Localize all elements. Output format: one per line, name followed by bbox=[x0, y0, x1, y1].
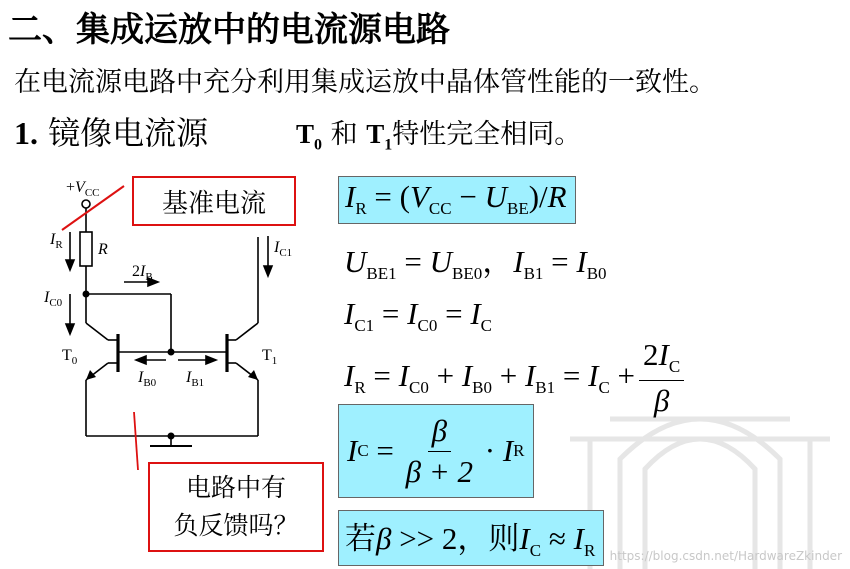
svg-text:IC1 bbox=[273, 239, 292, 259]
eq1-u-subscript: BE bbox=[506, 199, 529, 219]
eq3-ic1-sub: C1 bbox=[354, 316, 375, 336]
eq5-den: β + 2 bbox=[405, 453, 474, 489]
intro-text: 在电流源电路中充分利用集成运放中晶体管性能的一致性。 bbox=[14, 67, 716, 98]
eq4-equals: = bbox=[365, 357, 399, 393]
svg-text:IB1 bbox=[185, 369, 204, 389]
eq2-equals: = bbox=[396, 244, 430, 279]
eq2-ib0: I bbox=[576, 244, 587, 279]
svg-text:+VCC bbox=[66, 179, 100, 199]
vcc-terminal bbox=[82, 200, 90, 208]
twoib-subscript: B bbox=[145, 271, 153, 283]
eq1-equals-open: = ( bbox=[366, 179, 410, 214]
eq4-ir-sub: R bbox=[354, 378, 366, 398]
vcc-sign: + bbox=[66, 179, 76, 196]
ir-subscript: R bbox=[55, 239, 63, 251]
eq5-ic: I bbox=[347, 433, 358, 468]
eq5-ir-sub: R bbox=[513, 441, 525, 460]
eq6-ic: I bbox=[519, 521, 530, 556]
eq2-ib0-sub: B0 bbox=[586, 264, 607, 284]
t0-emitter-arrow bbox=[86, 370, 96, 380]
eq5-num: β bbox=[431, 412, 448, 448]
eq1-close-divide: )/ bbox=[528, 179, 548, 214]
eq6-ir: I bbox=[573, 521, 584, 556]
svg-text:IC0 bbox=[43, 289, 63, 309]
feedback-question-callout bbox=[148, 462, 324, 552]
eq4-plus-1: + bbox=[428, 357, 462, 393]
section-note-tail: 特性完全相同。 bbox=[392, 119, 582, 150]
eq5-dot: · bbox=[477, 433, 503, 468]
svg-text:IR bbox=[49, 231, 63, 251]
eq3-ic-sub: C bbox=[480, 316, 492, 336]
eq1-u-symbol: U bbox=[484, 179, 507, 214]
eq3-ic0: I bbox=[407, 296, 418, 331]
section-number: 1. bbox=[14, 115, 38, 151]
vcc-symbol: V bbox=[75, 179, 85, 196]
t0-subscript: 0 bbox=[314, 136, 323, 154]
eq4-ib1-sub: B1 bbox=[535, 378, 556, 398]
eq4-ic-sub: C bbox=[598, 378, 610, 398]
eq1-v-subscript: CC bbox=[428, 199, 452, 219]
eq1-v-symbol: V bbox=[409, 179, 429, 214]
twoib-coefficient: 2 bbox=[132, 263, 140, 280]
eq4-ic0: I bbox=[398, 357, 409, 393]
ir-symbol: I bbox=[50, 231, 56, 248]
eq5-ir: I bbox=[502, 433, 514, 468]
eq5-equals: = bbox=[368, 433, 402, 468]
svg-text:IB0 bbox=[137, 369, 157, 389]
eq3-ic0-sub: C0 bbox=[417, 316, 438, 336]
ib1-subscript: B1 bbox=[191, 377, 205, 389]
section-name: 镜像电流源 bbox=[48, 114, 209, 152]
question-line-2: 负反馈吗？ bbox=[173, 511, 299, 540]
t1-label: T bbox=[262, 347, 272, 364]
eq4-equals-2: = bbox=[555, 357, 589, 393]
t1-symbol: T bbox=[366, 119, 385, 149]
ib0-symbol: I bbox=[138, 369, 144, 386]
question-line-1: 电路中有 bbox=[185, 473, 286, 502]
equation-approx bbox=[338, 510, 604, 566]
eq5-ic-sub: C bbox=[357, 441, 369, 460]
eq5-fraction bbox=[406, 413, 473, 490]
eq6-approx: ≈ bbox=[541, 521, 574, 556]
and-word: 和 bbox=[330, 119, 358, 150]
vcc-subscript: CC bbox=[84, 187, 100, 199]
t0-label-subscript: 0 bbox=[71, 355, 78, 367]
eq4-ic: I bbox=[588, 357, 599, 393]
equation-ic-ratio bbox=[338, 404, 534, 498]
eq3-ic1: I bbox=[344, 296, 355, 331]
t0-symbol: T bbox=[296, 119, 315, 149]
eq6-ir-sub: R bbox=[583, 541, 596, 561]
t1-subscript: 1 bbox=[384, 136, 393, 154]
t0-label: T bbox=[62, 347, 72, 364]
ib0-subscript: B0 bbox=[143, 377, 157, 389]
svg-text:2IB bbox=[132, 263, 153, 283]
eq2-ib1-sub: B1 bbox=[523, 264, 544, 284]
eq2-separator: ， bbox=[482, 244, 514, 280]
feedback-red-leader bbox=[134, 412, 138, 470]
eq4-num-symbol: I bbox=[658, 337, 669, 373]
eq4-ib0-sub: B0 bbox=[472, 378, 492, 398]
svg-text:T0 bbox=[62, 347, 78, 367]
eq2-u1-sub: BE1 bbox=[366, 264, 397, 284]
ic0-symbol: I bbox=[44, 289, 50, 306]
resistor-r bbox=[80, 232, 92, 266]
reference-current-text: 基准电流 bbox=[161, 188, 266, 219]
eq4-ic0-sub: C0 bbox=[408, 378, 429, 398]
eq6-ic-sub: C bbox=[529, 541, 542, 561]
eq4-ib0: I bbox=[461, 357, 473, 393]
t1-collector bbox=[236, 323, 258, 340]
ic1-subscript: C1 bbox=[279, 247, 293, 259]
eq4-num-sub: C bbox=[668, 357, 681, 377]
ic1-symbol: I bbox=[274, 239, 280, 256]
eq4-fraction bbox=[639, 337, 684, 418]
eq1-ir-subscript: R bbox=[355, 199, 367, 219]
eq6-if: 若 bbox=[345, 521, 376, 557]
eq6-beta: β bbox=[376, 521, 392, 556]
twoib-symbol: I bbox=[140, 263, 146, 280]
eq2-ib1: I bbox=[513, 244, 524, 279]
equation-ic bbox=[344, 296, 492, 336]
eq1-ir-symbol: I bbox=[345, 179, 356, 214]
eq1-minus: − bbox=[451, 179, 485, 214]
eq4-plus-3: + bbox=[609, 357, 636, 393]
eq2-u0-sub: BE0 bbox=[452, 264, 483, 284]
source-watermark: https://blog.csdn.net/HardwareZkinder bbox=[609, 549, 842, 563]
reference-current-callout bbox=[132, 176, 296, 226]
eq1-r-symbol: R bbox=[547, 179, 567, 214]
eq4-ib1: I bbox=[524, 357, 536, 393]
eq2-u0: U bbox=[429, 244, 452, 279]
eq2-u1: U bbox=[344, 244, 367, 279]
svg-text:T1 bbox=[262, 347, 277, 367]
eq3-ic: I bbox=[470, 296, 481, 331]
ic0-subscript: C0 bbox=[49, 297, 63, 309]
eq3-equals-1: = bbox=[374, 296, 408, 331]
node-ground bbox=[168, 433, 175, 440]
page-title: 二、集成运放中的电流源电路 bbox=[8, 10, 450, 50]
t0-collector bbox=[86, 323, 108, 340]
eq4-plus-2: + bbox=[491, 357, 525, 393]
t1-label-subscript: 1 bbox=[271, 355, 278, 367]
eq3-equals-2: = bbox=[437, 296, 471, 331]
eq6-then: 则 bbox=[488, 521, 520, 557]
equation-ir bbox=[338, 176, 576, 224]
eq4-den: β bbox=[653, 382, 670, 418]
equation-ube bbox=[344, 236, 607, 284]
t1-emitter-arrow bbox=[248, 370, 258, 380]
eq4-ir: I bbox=[344, 357, 355, 393]
node-base bbox=[168, 349, 175, 356]
eq6-much-greater: >> 2， bbox=[391, 521, 489, 556]
ib1-symbol: I bbox=[186, 369, 192, 386]
node-left bbox=[83, 291, 90, 298]
eq2-equals-2: = bbox=[543, 244, 577, 279]
eq4-num-coef: 2 bbox=[643, 337, 659, 373]
resistor-label: R bbox=[98, 241, 108, 258]
